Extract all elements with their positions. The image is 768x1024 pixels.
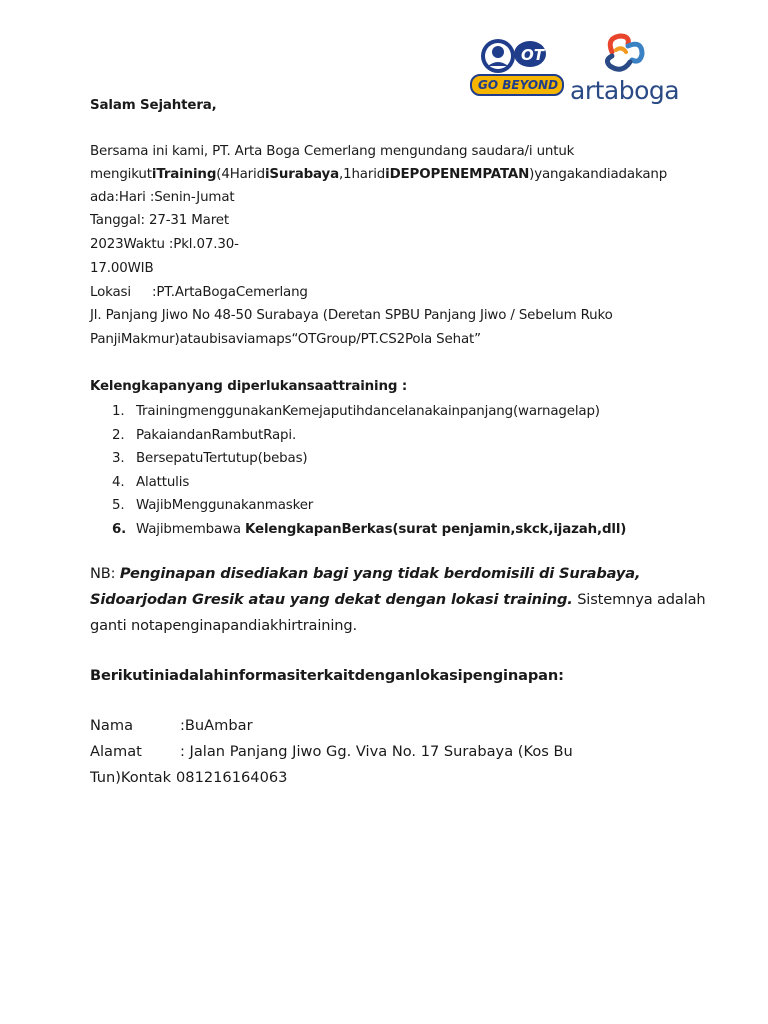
nb-text: Sistemnya adalah [572, 591, 706, 608]
list-number: 3. [112, 451, 125, 466]
nb-label: NB: [90, 565, 120, 582]
nb-emphasis: Penginapan disediakan bagi yang tidak berdomisili di Surabaya, [119, 565, 641, 582]
list-item [112, 424, 626, 448]
intro-text: ,1harid [338, 167, 386, 182]
intro-depo: iDEPOPENEMPATAN [385, 167, 530, 182]
svg-text:OT: OT [521, 46, 544, 64]
nb-emphasis: Sidoarjodan Gresik atau yang dekat dengan lokasi training. [90, 591, 573, 608]
location-value: :PT.ArtaBogaCemerlang [152, 285, 308, 300]
name-value: :BuAmbar [180, 717, 253, 734]
list-item [112, 494, 626, 518]
contact-label: Tun)Kontak [90, 769, 172, 786]
list-number: 5. [112, 498, 125, 513]
artaboga-wordmark: artaboga [570, 76, 680, 105]
nb-line-3: ganti notapenginapandiakhirtraining. [90, 617, 357, 634]
artaboga-swirl-icon [592, 30, 662, 80]
address-value: : Jalan Panjang Jiwo Gg. Viva No. 17 Surabaya (Kos Bu [180, 743, 573, 760]
list-number: 6. [112, 521, 127, 537]
intro-line-3: ada:Hari :Senin-Jumat [90, 190, 235, 205]
go-beyond-badge [470, 74, 564, 96]
list-number: 2. [112, 427, 125, 443]
list-text: WajibMenggunakanmasker [136, 498, 314, 513]
intro-line-1: Bersama ini kami, PT. Arta Boga Cemerlang mengundang saudara/i untuk [90, 144, 575, 159]
list-text: BersepatuTertutup(bebas) [136, 451, 308, 466]
intro-text: mengikut [90, 167, 152, 182]
list-item [112, 400, 626, 424]
intro-line-2 [90, 165, 667, 185]
artaboga-logo [566, 30, 678, 106]
list-text: Alattulis [136, 474, 190, 490]
location-label: Lokasi [90, 285, 131, 300]
address-line-2: PanjiMakmur)ataubisaviamaps“OTGroup/PT.CS2Pola Sehat” [90, 332, 481, 347]
nb-line-1 [90, 564, 640, 584]
name-label: Nama [90, 717, 134, 734]
requirements-list [112, 400, 626, 541]
time-end-line: 17.00WIB [90, 261, 154, 276]
date-line: Tanggal: 27-31 Maret [90, 213, 229, 228]
list-number: 1. [112, 404, 125, 419]
ot-go-beyond-logo [468, 34, 568, 100]
intro-text: (4Harid [216, 167, 265, 182]
list-item [112, 518, 626, 542]
lodging-address-row [90, 742, 573, 762]
intro-text: )yangakandiadakanp [529, 167, 668, 182]
address-label: Alamat [90, 743, 142, 760]
lodging-contact-row [90, 768, 287, 788]
lodging-name-row [90, 716, 253, 736]
location-line [90, 283, 308, 303]
nb-line-2 [90, 590, 706, 610]
list-item [112, 471, 626, 495]
requirements-title: Kelengkapanyang diperlukansaattraining : [90, 379, 408, 394]
list-text: TrainingmenggunakanKemejaputihdancelanakainpanjang(warnagelap) [136, 404, 600, 419]
time-line: 2023Waktu :Pkl.07.30- [90, 237, 239, 252]
greeting: Salam Sejahtera, [90, 98, 217, 113]
lodging-title: Berikutiniadalahinformasiterkaitdenganlokasipenginapan: [90, 667, 564, 684]
list-item [112, 447, 626, 471]
intro-surabaya: iSurabaya [264, 167, 339, 182]
list-text: Wajibmembawa [136, 521, 246, 537]
address-line-1: Jl. Panjang Jiwo No 48-50 Surabaya (Deretan SPBU Panjang Jiwo / Sebelum Ruko [90, 308, 613, 323]
list-number: 4. [112, 474, 125, 490]
go-beyond-text: GO BEYOND [478, 78, 559, 92]
list-text-bold: KelengkapanBerkas(surat penjamin,skck,ijazah,dll) [245, 521, 627, 537]
list-text: PakaiandanRambutRapi. [136, 427, 297, 443]
intro-training: iTraining [151, 167, 217, 182]
contact-value: 081216164063 [176, 769, 288, 786]
